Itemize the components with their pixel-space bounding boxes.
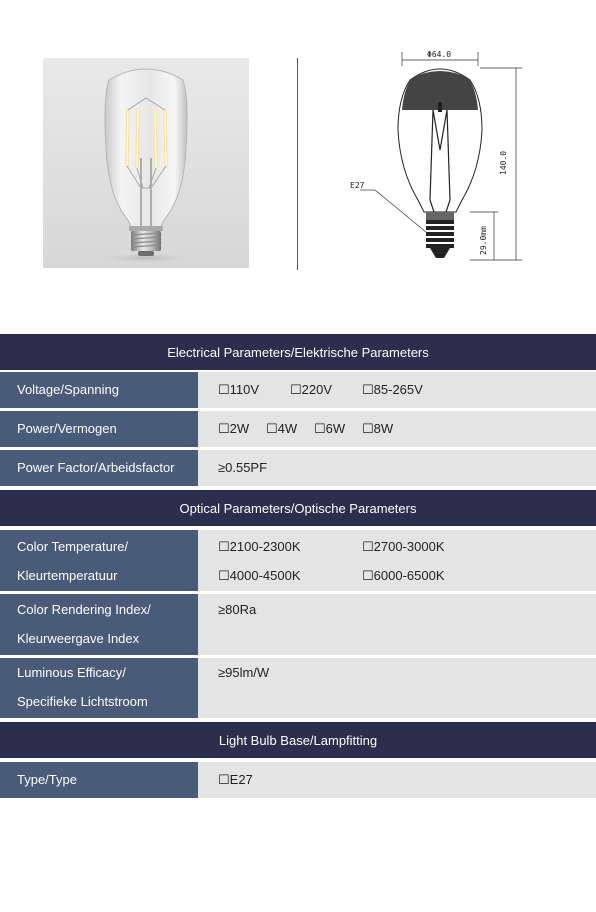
base-type-label: E27 (350, 181, 365, 190)
cct-option-4000-4500k: ☐4000-4500K (218, 568, 301, 583)
section-header-electrical: Electrical Parameters/Elektrische Parameters (0, 334, 596, 370)
power-option-4w: ☐4W (266, 421, 298, 436)
bulb-image (43, 58, 249, 268)
spec-row-luminous-efficacy (0, 658, 596, 718)
spec-row-power (0, 411, 596, 447)
power-option-6w: ☐6W (314, 421, 346, 436)
cri-value: ≥80Ra (218, 602, 257, 617)
row-label: Power Factor/Arbeidsfactor (0, 450, 198, 486)
voltage-option-220v: ☐220V (290, 382, 333, 397)
base-type-value: ☐E27 (218, 772, 253, 787)
cct-option-2100-2300k: ☐2100-2300K (218, 539, 301, 554)
cct-option-6000-6500k: ☐6000-6500K (362, 568, 445, 583)
bulb-photo (43, 58, 249, 268)
power-factor-value: ≥0.55PF (218, 460, 268, 475)
product-images (0, 0, 596, 300)
row-label: Luminous Efficacy/ Specifieke Lichtstroom (0, 658, 198, 718)
voltage-option-85-265v: ☐85-265V (362, 382, 423, 397)
power-option-8w: ☐8W (362, 421, 394, 436)
diameter-label: Φ64.0 (427, 50, 452, 59)
spec-row-power-factor (0, 450, 596, 486)
image-divider (297, 58, 298, 270)
voltage-option-110v: ☐110V (218, 382, 260, 397)
section-header-optical: Optical Parameters/Optische Parameters (0, 490, 596, 526)
row-label: Color Temperature/ Kleurtemperatuur (0, 530, 198, 591)
efficacy-value: ≥95lm/W (218, 665, 270, 680)
dimension-drawing (330, 40, 570, 270)
row-label: Color Rendering Index/ Kleurweergave Index (0, 594, 198, 655)
cct-option-2700-3000k: ☐2700-3000K (362, 539, 445, 554)
spec-row-voltage (0, 372, 596, 408)
row-label: Power/Vermogen (0, 411, 198, 447)
spec-row-base-type (0, 762, 596, 798)
base-height-label: 29.0mm (479, 226, 488, 255)
power-option-2w: ☐2W (218, 421, 250, 436)
row-label: Voltage/Spanning (0, 372, 198, 408)
height-label: 140.0 (499, 150, 508, 175)
row-label: Type/Type (0, 762, 198, 798)
section-header-base: Light Bulb Base/Lampfitting (0, 722, 596, 758)
spec-row-cri (0, 594, 596, 655)
spec-row-color-temperature (0, 530, 596, 591)
